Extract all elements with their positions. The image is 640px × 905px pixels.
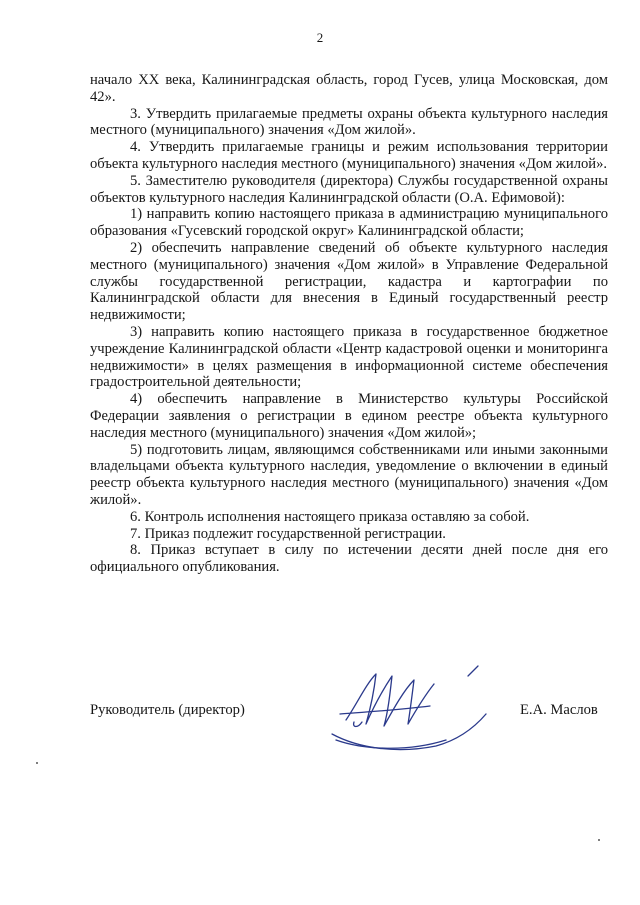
paragraph-3: 4. Утвердить прилагаемые границы и режим использования территории объекта культурного наследия местного (муниципального) значения «Дом жилой».: [90, 139, 608, 172]
signatory-title: Руководитель (директор): [90, 702, 245, 718]
paragraph-11: 7. Приказ подлежит государственной регистрации.: [130, 525, 446, 542]
document-body: [90, 72, 608, 576]
paragraph-2: 3. Утвердить прилагаемые предметы охраны объекта культурного наследия местного (муниципального) значения «Дом жилой».: [90, 105, 608, 139]
paragraph-4: 5. Заместителю руководителя (директора) Службы государственной охраны объектов культурного наследия Калининградской области (О.А. Ефимовой):: [90, 172, 608, 206]
paragraph-1: начало XX века, Калининградская область, город Гусев, улица Московская, дом 42».: [90, 72, 608, 105]
paragraph-5: 1) направить копию настоящего приказа в администрацию муниципального образования «Гусевский городской округ» Калининградской области;: [90, 206, 608, 240]
scan-speck: [36, 762, 38, 764]
paragraph-10: 6. Контроль исполнения настоящего приказа оставляю за собой.: [130, 508, 530, 525]
paragraph-8: 4) обеспечить направление в Министерство культуры Российской Федерации заявления о регистрации в едином реестре объекта культурного наследия местного (муниципального) значения «Дом жилой»;: [90, 391, 608, 441]
paragraph-6: 2) обеспечить направление сведений об объекте культурного наследия местного (муниципального) значения «Дом жилой» в Управление Федеральной службы государственной регистрации, кадастра и картографии по Калининградской области для внесения в Единый государственный реестр недвижимости;: [90, 239, 608, 324]
signatory-name: Е.А. Маслов: [520, 702, 598, 718]
paragraph-12: 8. Приказ вступает в силу по истечении десяти дней после дня его официального опубликования.: [90, 542, 608, 576]
paragraph-7: 3) направить копию настоящего приказа в государственное бюджетное учреждение Калининградской области «Центр кадастровой оценки и мониторинга недвижимости» в целях размещения в информационной системе обеспечения градостроительной деятельности;: [90, 323, 608, 391]
handwritten-signature: [318, 662, 498, 757]
paragraph-9: 5) подготовить лицам, являющимся собственниками или иными законными владельцами объекта культурного наследия, уведомление о включении в единый реестр объекта культурного наследия местного (муниципального) значения «Дом жилой».: [90, 441, 608, 508]
page-number: 2: [316, 30, 324, 45]
scan-speck: [598, 839, 600, 841]
